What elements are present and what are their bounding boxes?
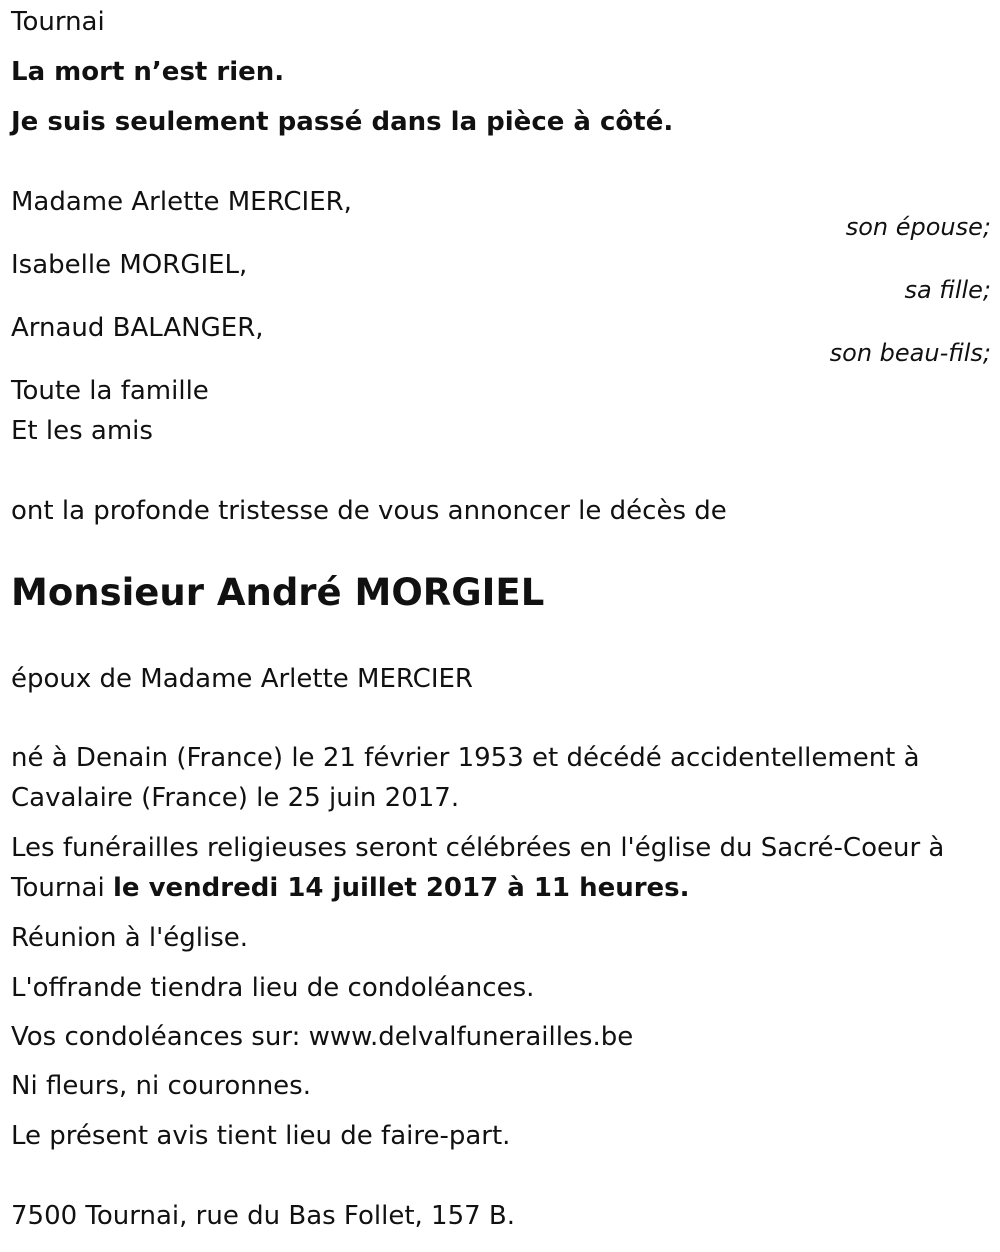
- family-member-role: son épouse;: [845, 213, 991, 241]
- funeral-place: Tournai: [11, 873, 113, 903]
- funeral-line-2: [11, 872, 690, 905]
- note-condolences-website: Vos condoléances sur: www.delvalfunerailles.be: [11, 1022, 634, 1052]
- family-member-role: sa fille;: [904, 276, 991, 304]
- quote-line-2: Je suis seulement passé dans la pièce à côté.: [11, 107, 674, 137]
- family-member-name: Isabelle MORGIEL,: [11, 250, 248, 280]
- note-offering: L'offrande tiendra lieu de condoléances.: [11, 973, 535, 1003]
- whole-family-line: Toute la famille: [11, 376, 209, 406]
- funeral-date-time: le vendredi 14 juillet 2017 à 11 heures.: [112, 873, 690, 903]
- deceased-name: Monsieur André MORGIEL: [11, 571, 545, 614]
- quote-line-1: La mort n’est rien.: [11, 57, 285, 87]
- funeral-line-1: Les funérailles religieuses seront célébrées en l'église du Sacré-Coeur à: [11, 833, 945, 863]
- birth-death-line-1: né à Denain (France) le 21 février 1953 et décédé accidentellement à: [11, 743, 920, 773]
- note-faire-part: Le présent avis tient lieu de faire-part.: [11, 1121, 511, 1151]
- city-header: Tournai: [11, 7, 105, 37]
- note-meeting: Réunion à l'église.: [11, 923, 249, 953]
- friends-line: Et les amis: [11, 416, 153, 446]
- note-no-flowers: Ni fleurs, ni couronnes.: [11, 1071, 311, 1101]
- family-member-name: Arnaud BALANGER,: [11, 313, 264, 343]
- announcement-text: ont la profonde tristesse de vous annoncer le décès de: [11, 496, 727, 526]
- family-member-role: son beau-fils;: [829, 339, 991, 367]
- address: 7500 Tournai, rue du Bas Follet, 157 B.: [11, 1201, 516, 1231]
- spouse-line: époux de Madame Arlette MERCIER: [11, 664, 473, 694]
- birth-death-line-2: Cavalaire (France) le 25 juin 2017.: [11, 783, 460, 813]
- family-member-name: Madame Arlette MERCIER,: [11, 187, 352, 217]
